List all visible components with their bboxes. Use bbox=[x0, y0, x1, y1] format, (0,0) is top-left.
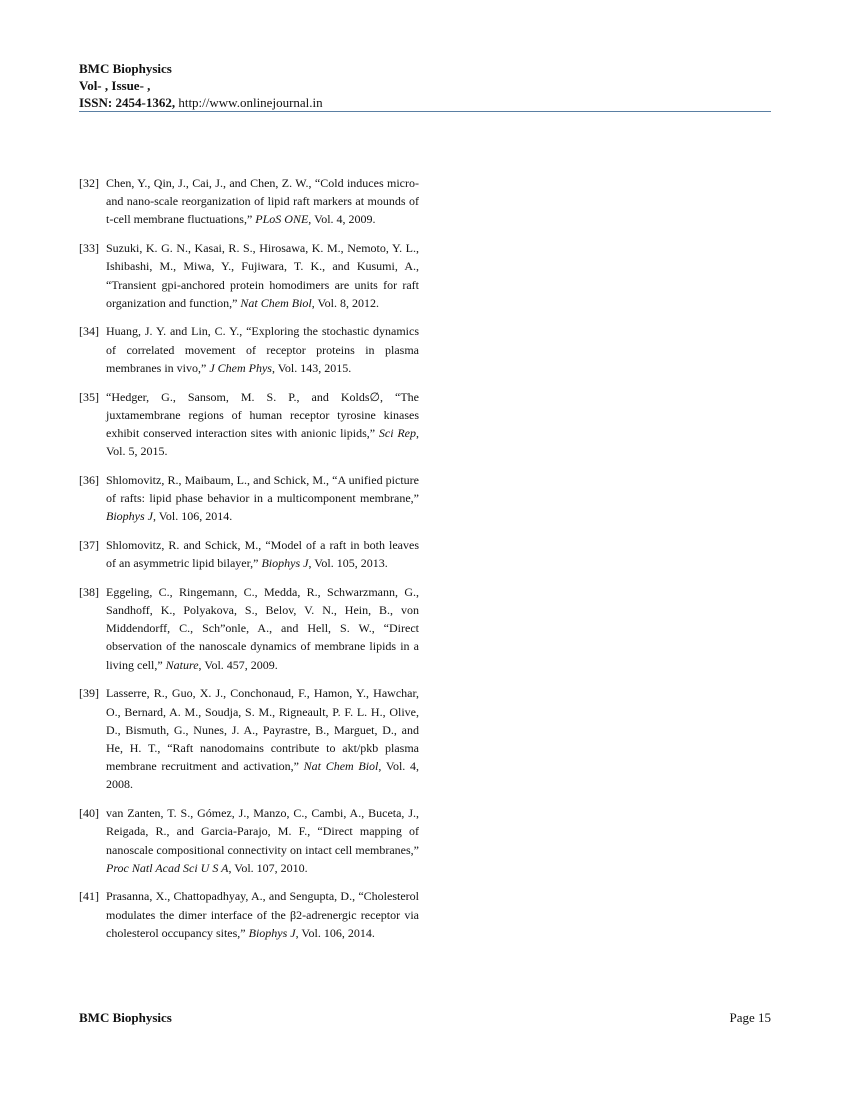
reference-volume-year: , Vol. 8, 2012. bbox=[311, 295, 379, 310]
reference-item bbox=[79, 239, 419, 312]
reference-number: [40] bbox=[79, 806, 99, 821]
reference-body: Eggeling, C., Ringemann, C., Medda, R., Schwarzmann, G., Sandhoff, K., Polyakova, S., Belov, V. N., Hein, B., von Middendorff, C., Sch”onle, A., and Hell, S. W., “Direct observation of the nanoscale dynamics of membrane lipids in a living cell,” bbox=[106, 584, 419, 672]
reference-text bbox=[106, 388, 419, 461]
reference-volume-year: , Vol. 107, 2010. bbox=[228, 860, 308, 875]
reference-body: Shlomovitz, R. and Schick, M., “Model of a raft in both leaves of an asymmetric lipid bilayer,” bbox=[106, 537, 419, 571]
reference-text bbox=[106, 174, 419, 229]
reference-journal: Sci Rep bbox=[378, 425, 416, 440]
reference-number: [38] bbox=[79, 584, 99, 599]
issn-label: ISSN: 2454-1362, bbox=[79, 95, 176, 110]
reference-text bbox=[106, 239, 419, 312]
reference-number: [39] bbox=[79, 686, 99, 701]
reference-body: Suzuki, K. G. N., Kasai, R. S., Hirosawa, K. M., Nemoto, Y. L., Ishibashi, M., Miwa, Y., Fujiwara, T. K., and Kusumi, A., “Transient gpi-anchored protein homodimers are units for raft organization and function,” bbox=[106, 241, 419, 310]
reference-number: [33] bbox=[79, 241, 99, 256]
reference-number: [34] bbox=[79, 324, 99, 339]
reference-number: [32] bbox=[79, 176, 99, 190]
reference-item bbox=[79, 471, 419, 526]
page-header bbox=[79, 60, 771, 111]
reference-volume-year: , Vol. 106, 2014. bbox=[295, 925, 375, 940]
reference-number: [36] bbox=[79, 472, 99, 487]
reference-item bbox=[79, 583, 419, 674]
reference-body: van Zanten, T. S., Gómez, J., Manzo, C., Cambi, A., Buceta, J., Reigada, R., and Garcia-Parajo, M. F., “Direct mapping of nanoscale compositional connectivity on intact cell membranes,” bbox=[106, 806, 419, 857]
footer-journal: BMC Biophysics bbox=[79, 1010, 172, 1025]
reference-body: Lasserre, R., Guo, X. J., Conchonaud, F., Hamon, Y., Hawchar, O., Bernard, A. M., Soudja, S. M., Rigneault, P. F. L. H., Olive, D., Bismuth, G., Nunes, J. A., Payrastre, B., Marguet, D., and He, H. T., “Raft nanodomains contribute to akt/pkb plasma membrane recruitment and activation,” bbox=[106, 686, 419, 774]
reference-number: [37] bbox=[79, 537, 99, 552]
reference-journal: J Chem Phys bbox=[209, 360, 272, 375]
reference-volume-year: , Vol. 4, 2008. bbox=[106, 759, 419, 792]
reference-volume-year: , Vol. 4, 2009. bbox=[308, 212, 376, 227]
reference-item bbox=[79, 322, 419, 377]
reference-item bbox=[79, 684, 419, 793]
reference-item bbox=[79, 174, 419, 229]
reference-text bbox=[106, 536, 419, 572]
reference-journal: Biophys J bbox=[248, 925, 296, 940]
reference-text bbox=[106, 322, 419, 377]
reference-number: [41] bbox=[79, 889, 99, 904]
reference-item bbox=[79, 887, 419, 942]
reference-text bbox=[106, 804, 419, 877]
header-divider bbox=[79, 111, 771, 112]
journal-title: BMC Biophysics bbox=[79, 61, 172, 76]
reference-journal: Nat Chem Biol bbox=[303, 759, 379, 774]
reference-text bbox=[106, 887, 419, 942]
reference-volume-year: , Vol. 105, 2013. bbox=[308, 556, 388, 571]
reference-journal: Biophys J bbox=[261, 556, 309, 571]
reference-body: “Hedger, G., Sansom, M. S. P., and Kolds∅, “The juxtamembrane regions of human receptor tyrosine kinases exhibit conserved interaction sites with anionic lipids,” bbox=[106, 389, 419, 440]
reference-item bbox=[79, 804, 419, 877]
reference-journal: Biophys J bbox=[106, 509, 153, 524]
reference-text bbox=[106, 471, 419, 526]
page-number: Page 15 bbox=[729, 1010, 771, 1025]
volume-issue: Vol- , Issue- , bbox=[79, 78, 151, 93]
reference-journal: Nature bbox=[165, 657, 199, 672]
journal-url[interactable]: http://www.onlinejournal.in bbox=[178, 95, 323, 110]
reference-volume-year: , Vol. 106, 2014. bbox=[153, 509, 233, 524]
reference-journal: Nat Chem Biol bbox=[240, 295, 312, 310]
reference-body: Huang, J. Y. and Lin, C. Y., “Exploring the stochastic dynamics of correlated movement of receptor proteins in plasma membranes in vivo,” bbox=[106, 324, 419, 375]
issn-line bbox=[79, 94, 771, 111]
reference-number: [35] bbox=[79, 389, 99, 404]
reference-volume-year: , Vol. 457, 2009. bbox=[198, 657, 278, 672]
reference-volume-year: , Vol. 143, 2015. bbox=[271, 360, 352, 375]
reference-body: Shlomovitz, R., Maibaum, L., and Schick, M., “A unified picture of rafts: lipid phase behavior in a multicomponent membrane,” bbox=[106, 472, 419, 506]
reference-journal: Proc Natl Acad Sci U S A bbox=[106, 860, 229, 875]
reference-item bbox=[79, 388, 419, 461]
reference-volume-year: , Vol. 5, 2015. bbox=[106, 425, 419, 459]
reference-list bbox=[79, 174, 419, 953]
reference-item bbox=[79, 536, 419, 572]
reference-journal: PLoS ONE bbox=[255, 212, 309, 227]
reference-body: Chen, Y., Qin, J., Cai, J., and Chen, Z. W., “Cold induces micro- and nano-scale reorganization of lipid raft markers at mounds of t-cell membrane fluctuations,” bbox=[106, 176, 419, 227]
reference-text bbox=[106, 583, 419, 674]
reference-text bbox=[106, 684, 419, 793]
reference-body: Prasanna, X., Chattopadhyay, A., and Sengupta, D., “Cholesterol modulates the dimer interface of the β2-adrenergic receptor via cholesterol occupancy sites,” bbox=[106, 889, 419, 940]
